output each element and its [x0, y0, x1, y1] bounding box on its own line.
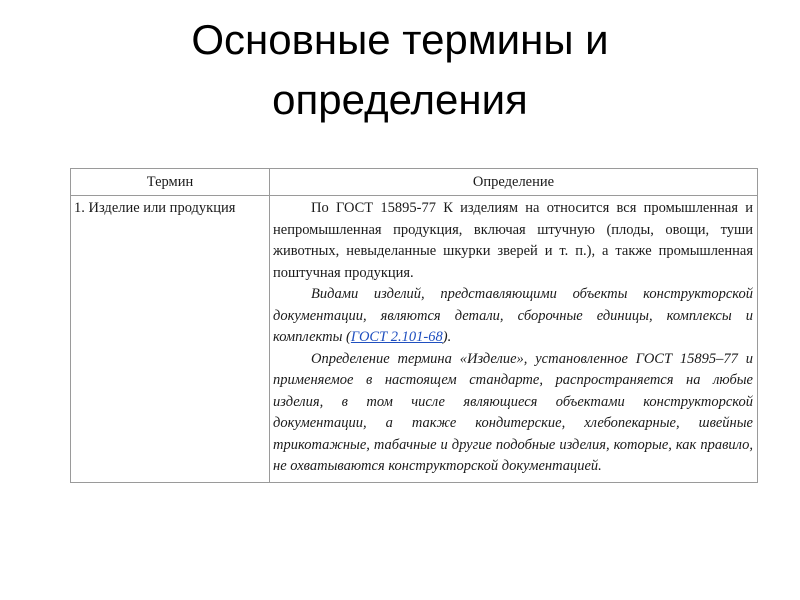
column-header-term: Термин [71, 169, 270, 196]
terms-table [70, 168, 758, 483]
page-title-line-1: Основные термины и [191, 16, 609, 63]
gost-2-101-68-link[interactable]: ГОСТ 2.101-68 [350, 329, 443, 345]
table-header-row [71, 169, 758, 196]
page-title-line-2: определения [272, 76, 528, 123]
table-row [71, 196, 758, 483]
definition-paragraph-1: По ГОСТ 15895-77 К изделиям на относится вся промышленная и непромышленная продукция, включая штучную (плоды, овощи, туши животных, невыделанные шкурки зверей и т. п.), а также промышленная поштучная продукция. [273, 200, 753, 281]
term-cell: 1. Изделие или продукция [71, 196, 270, 483]
page-title [0, 10, 800, 130]
definition-paragraph-2 [273, 284, 753, 349]
definition-paragraph-3: Определение термина «Изделие», установленное ГОСТ 15895–77 и применяемое в настоящем стандарте, распространяется на любые изделия, в том числе являющиеся объектами конструкторской документации, а также кондитерские, хлебопекарные, швейные трикотажные, табачные и другие подобные изделия, которые, как правило, не охватываются конструкторской документацией. [273, 350, 753, 474]
definition-cell [270, 196, 758, 483]
definition-paragraph-2-end: ). [442, 329, 452, 345]
column-header-definition: Определение [270, 169, 758, 196]
definition-paragraph-2-text: Видами изделий, представляющими объекты конструкторской документации, являются детали, сборочные единицы, комплексы и комплекты ( [273, 286, 753, 345]
